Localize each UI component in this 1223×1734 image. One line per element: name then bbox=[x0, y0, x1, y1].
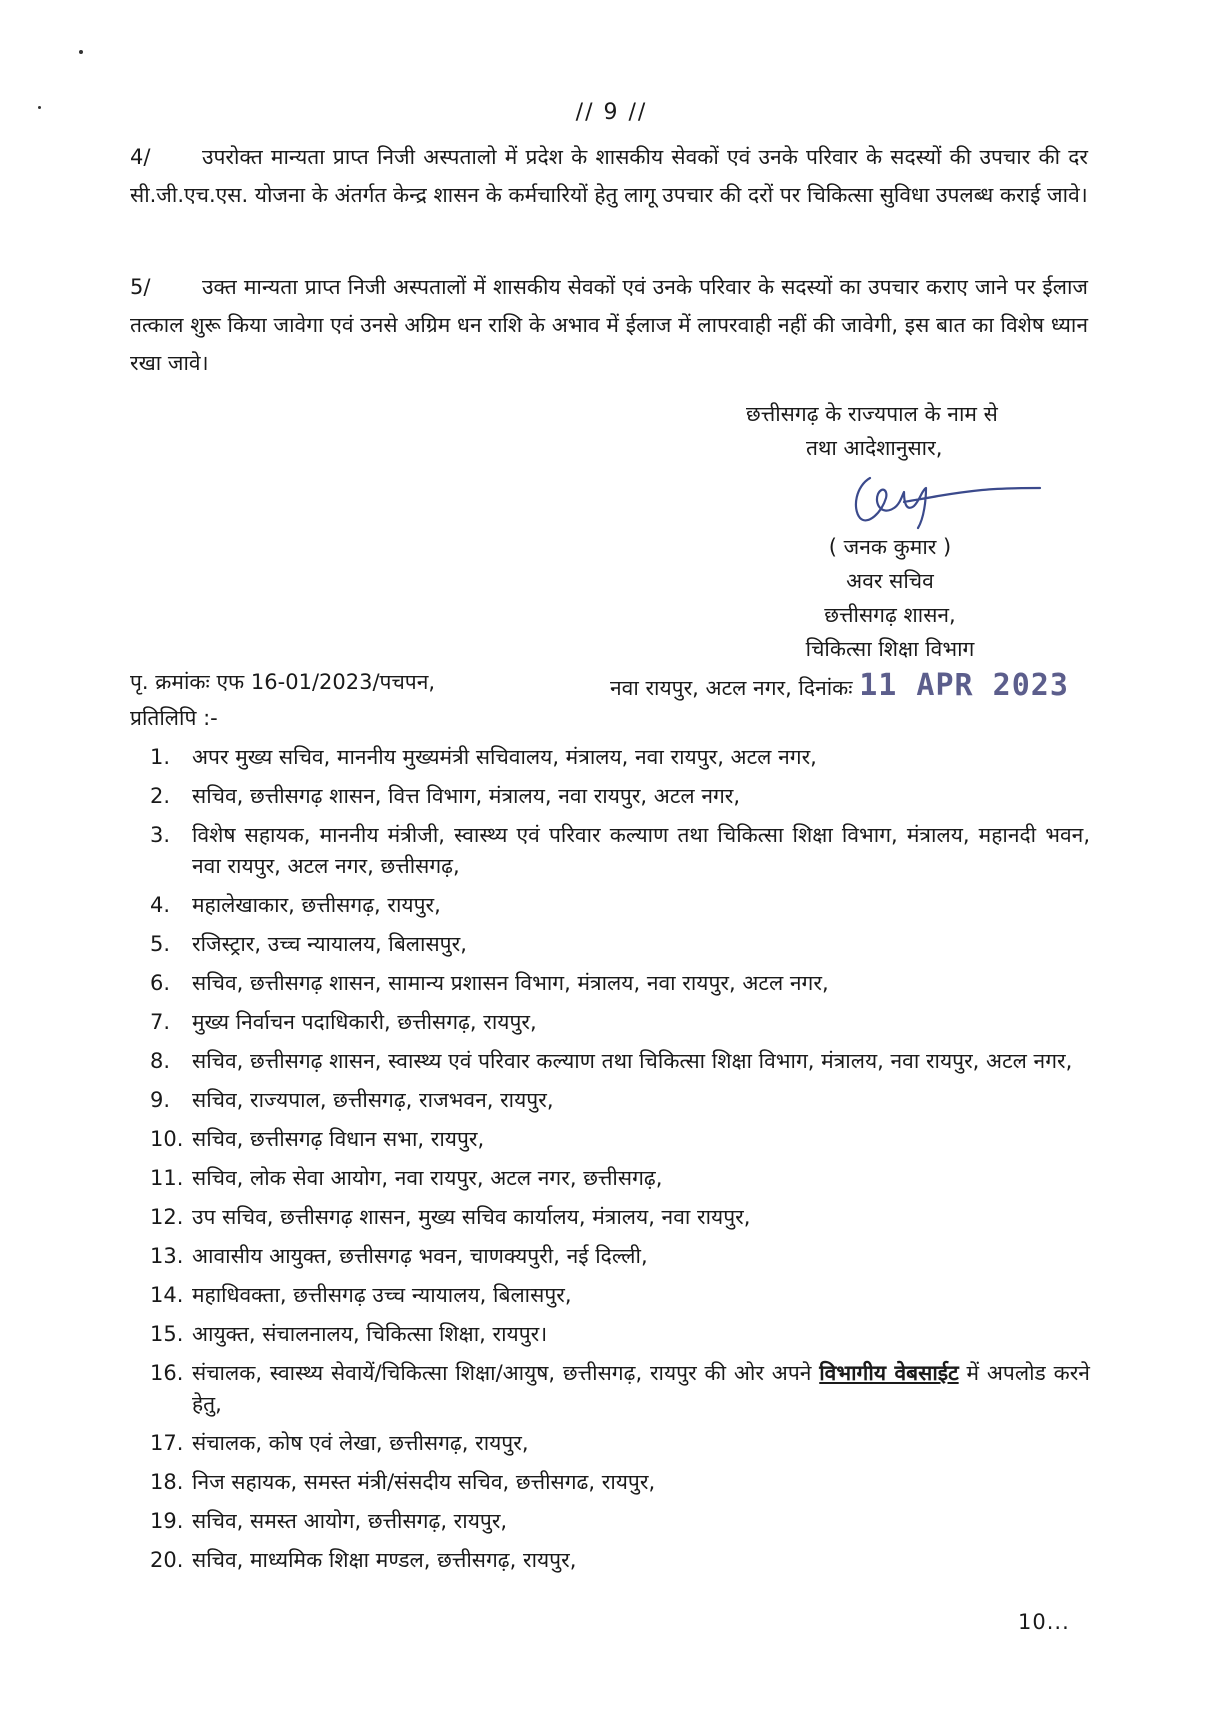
item-text: आयुक्त, संचालनालय, चिकित्सा शिक्षा, रायपुर। bbox=[192, 1322, 548, 1346]
item-number: 15. bbox=[150, 1322, 184, 1346]
date-stamp: 11 APR 2023 bbox=[859, 668, 1069, 703]
list-item bbox=[150, 968, 1090, 999]
page-number: // 9 // bbox=[575, 100, 648, 125]
item-text: विशेष सहायक, माननीय मंत्रीजी, स्वास्थ्य एवं परिवार कल्याण तथा चिकित्सा शिक्षा विभाग, मंत्रालय, महानदी भवन, नवा रायपुर, अटल नगर, छत्तीसगढ़, bbox=[192, 823, 1090, 878]
authority-line-2: तथा आदेशानुसार, bbox=[806, 436, 943, 460]
list-item bbox=[150, 1467, 1090, 1498]
paragraph-text: उपरोक्त मान्यता प्राप्त निजी अस्पतालो में प्रदेश के शासकीय सेवकों एवं उनके परिवार के सदस्यों की उपचार की दर सी.जी.एच.एस. योजना के अंतर्गत केन्द्र शासन के कर्मचारियों हेतु लागू उपचार की दरों पर चिकित्सा सुविधा उपलब्ध कराई जावे। bbox=[130, 145, 1088, 207]
item-text bbox=[192, 1358, 1090, 1420]
copy-label: प्रतिलिपि :- bbox=[130, 706, 218, 730]
item-text: सचिव, छत्तीसगढ़ शासन, सामान्य प्रशासन विभाग, मंत्रालय, नवा रायपुर, अटल नगर, bbox=[192, 971, 829, 995]
item-number: 7. bbox=[150, 1010, 171, 1034]
item-text: मुख्य निर्वाचन पदाधिकारी, छत्तीसगढ़, रायपुर, bbox=[192, 1010, 537, 1034]
item-number: 19. bbox=[150, 1509, 184, 1533]
paragraph-4 bbox=[130, 138, 1088, 214]
item-text: उप सचिव, छत्तीसगढ़ शासन, मुख्य सचिव कार्यालय, मंत्रालय, नवा रायपुर, bbox=[192, 1205, 751, 1229]
item-number: 11. bbox=[150, 1166, 184, 1190]
item-text-before: संचालक, स्वास्थ्य सेवायें/चिकित्सा शिक्षा/आयुष, छत्तीसगढ़, रायपुर की ओर अपने bbox=[192, 1361, 812, 1385]
paragraph-text: उक्त मान्यता प्राप्त निजी अस्पतालों में शासकीय सेवकों एवं उनके परिवार के सदस्यों का उपचार कराए जाने पर ईलाज तत्काल शुरू किया जावेगा एवं उनसे अग्रिम धन राशि के अभाव में ईलाज में लापरवाही नहीं की जावेगी, इस बात का विशेष ध्यान रखा जावे। bbox=[130, 275, 1088, 375]
item-number: 2. bbox=[150, 784, 171, 808]
list-item bbox=[150, 1319, 1090, 1350]
list-item bbox=[150, 1428, 1090, 1459]
signatory-government: छत्तीसगढ़ शासन, bbox=[824, 603, 956, 627]
signature bbox=[842, 468, 1042, 536]
list-item bbox=[150, 890, 1090, 921]
item-text: सचिव, छत्तीसगढ़ विधान सभा, रायपुर, bbox=[192, 1127, 485, 1151]
list-item bbox=[150, 1241, 1090, 1272]
item-text: अपर मुख्य सचिव, माननीय मुख्यमंत्री सचिवालय, मंत्रालय, नवा रायपुर, अटल नगर, bbox=[192, 745, 817, 769]
item-text: सचिव, माध्यमिक शिक्षा मण्डल, छत्तीसगढ़, रायपुर, bbox=[192, 1548, 577, 1572]
signatory-block bbox=[790, 530, 990, 666]
continuation-marker: 10... bbox=[1018, 1610, 1070, 1634]
list-item bbox=[150, 1358, 1090, 1420]
place-date-label: नवा रायपुर, अटल नगर, दिनांकः bbox=[610, 676, 853, 700]
item-number: 20. bbox=[150, 1548, 184, 1572]
list-item bbox=[150, 1007, 1090, 1038]
signatory-department: चिकित्सा शिक्षा विभाग bbox=[805, 637, 975, 661]
item-number: 18. bbox=[150, 1470, 184, 1494]
list-item bbox=[150, 1046, 1090, 1077]
item-number: 12. bbox=[150, 1205, 184, 1229]
list-item bbox=[150, 1280, 1090, 1311]
item-number: 16. bbox=[150, 1361, 184, 1385]
item-number: 6. bbox=[150, 971, 171, 995]
item-number: 5. bbox=[150, 932, 171, 956]
list-item bbox=[150, 929, 1090, 960]
list-item bbox=[150, 1085, 1090, 1116]
item-number: 8. bbox=[150, 1049, 171, 1073]
reference-number: पृ. क्रमांकः एफ 16-01/2023/पचपन, bbox=[130, 670, 436, 694]
item-number: 4. bbox=[150, 893, 171, 917]
item-number: 14. bbox=[150, 1283, 184, 1307]
item-text: सचिव, छत्तीसगढ़ शासन, वित्त विभाग, मंत्रालय, नवा रायपुर, अटल नगर, bbox=[192, 784, 741, 808]
signatory-name: ( जनक कुमार ) bbox=[828, 535, 952, 559]
list-item bbox=[150, 1545, 1090, 1576]
recipient-list bbox=[150, 742, 1090, 1584]
item-number: 9. bbox=[150, 1088, 171, 1112]
list-item bbox=[150, 742, 1090, 773]
place-date bbox=[610, 668, 1069, 703]
item-text: सचिव, समस्त आयोग, छत्तीसगढ़, रायपुर, bbox=[192, 1509, 508, 1533]
item-text-after: में अपलोड करने हेतु, bbox=[192, 1361, 1090, 1416]
list-item bbox=[150, 820, 1090, 882]
list-item bbox=[150, 781, 1090, 812]
list-item bbox=[150, 1124, 1090, 1155]
paragraph-number: 4/ bbox=[130, 145, 151, 169]
item-text: आवासीय आयुक्त, छत्तीसगढ़ भवन, चाणक्यपुरी, नई दिल्ली, bbox=[192, 1244, 648, 1268]
signatory-designation: अवर सचिव bbox=[846, 569, 934, 593]
item-number: 13. bbox=[150, 1244, 184, 1268]
item-text: सचिव, लोक सेवा आयोग, नवा रायपुर, अटल नगर, छत्तीसगढ़, bbox=[192, 1166, 663, 1190]
item-text: निज सहायक, समस्त मंत्री/संसदीय सचिव, छत्तीसगढ, रायपुर, bbox=[192, 1470, 656, 1494]
item-text: महाधिवक्ता, छत्तीसगढ़ उच्च न्यायालय, बिलासपुर, bbox=[192, 1283, 572, 1307]
item-number: 3. bbox=[150, 823, 171, 847]
item-text: रजिस्ट्रार, उच्च न्यायालय, बिलासपुर, bbox=[192, 932, 467, 956]
list-item bbox=[150, 1202, 1090, 1233]
authority-line-1: छत्तीसगढ़ के राज्यपाल के नाम से bbox=[746, 402, 998, 426]
item-number: 1. bbox=[150, 745, 171, 769]
list-item bbox=[150, 1506, 1090, 1537]
paragraph-5 bbox=[130, 268, 1088, 382]
item-number: 17. bbox=[150, 1431, 184, 1455]
item-text: सचिव, छत्तीसगढ़ शासन, स्वास्थ्य एवं परिवार कल्याण तथा चिकित्सा शिक्षा विभाग, मंत्रालय, नवा रायपुर, अटल नगर, bbox=[192, 1049, 1073, 1073]
item-number: 10. bbox=[150, 1127, 184, 1151]
item-text: संचालक, कोष एवं लेखा, छत्तीसगढ़, रायपुर, bbox=[192, 1431, 529, 1455]
item-text: महालेखाकार, छत्तीसगढ़, रायपुर, bbox=[192, 893, 441, 917]
item-text: सचिव, राज्यपाल, छत्तीसगढ़, राजभवन, रायपुर, bbox=[192, 1088, 554, 1112]
scan-speck bbox=[79, 50, 83, 54]
paragraph-number: 5/ bbox=[130, 275, 151, 299]
list-item bbox=[150, 1163, 1090, 1194]
departmental-website: विभागीय वेबसाईट bbox=[819, 1361, 959, 1385]
